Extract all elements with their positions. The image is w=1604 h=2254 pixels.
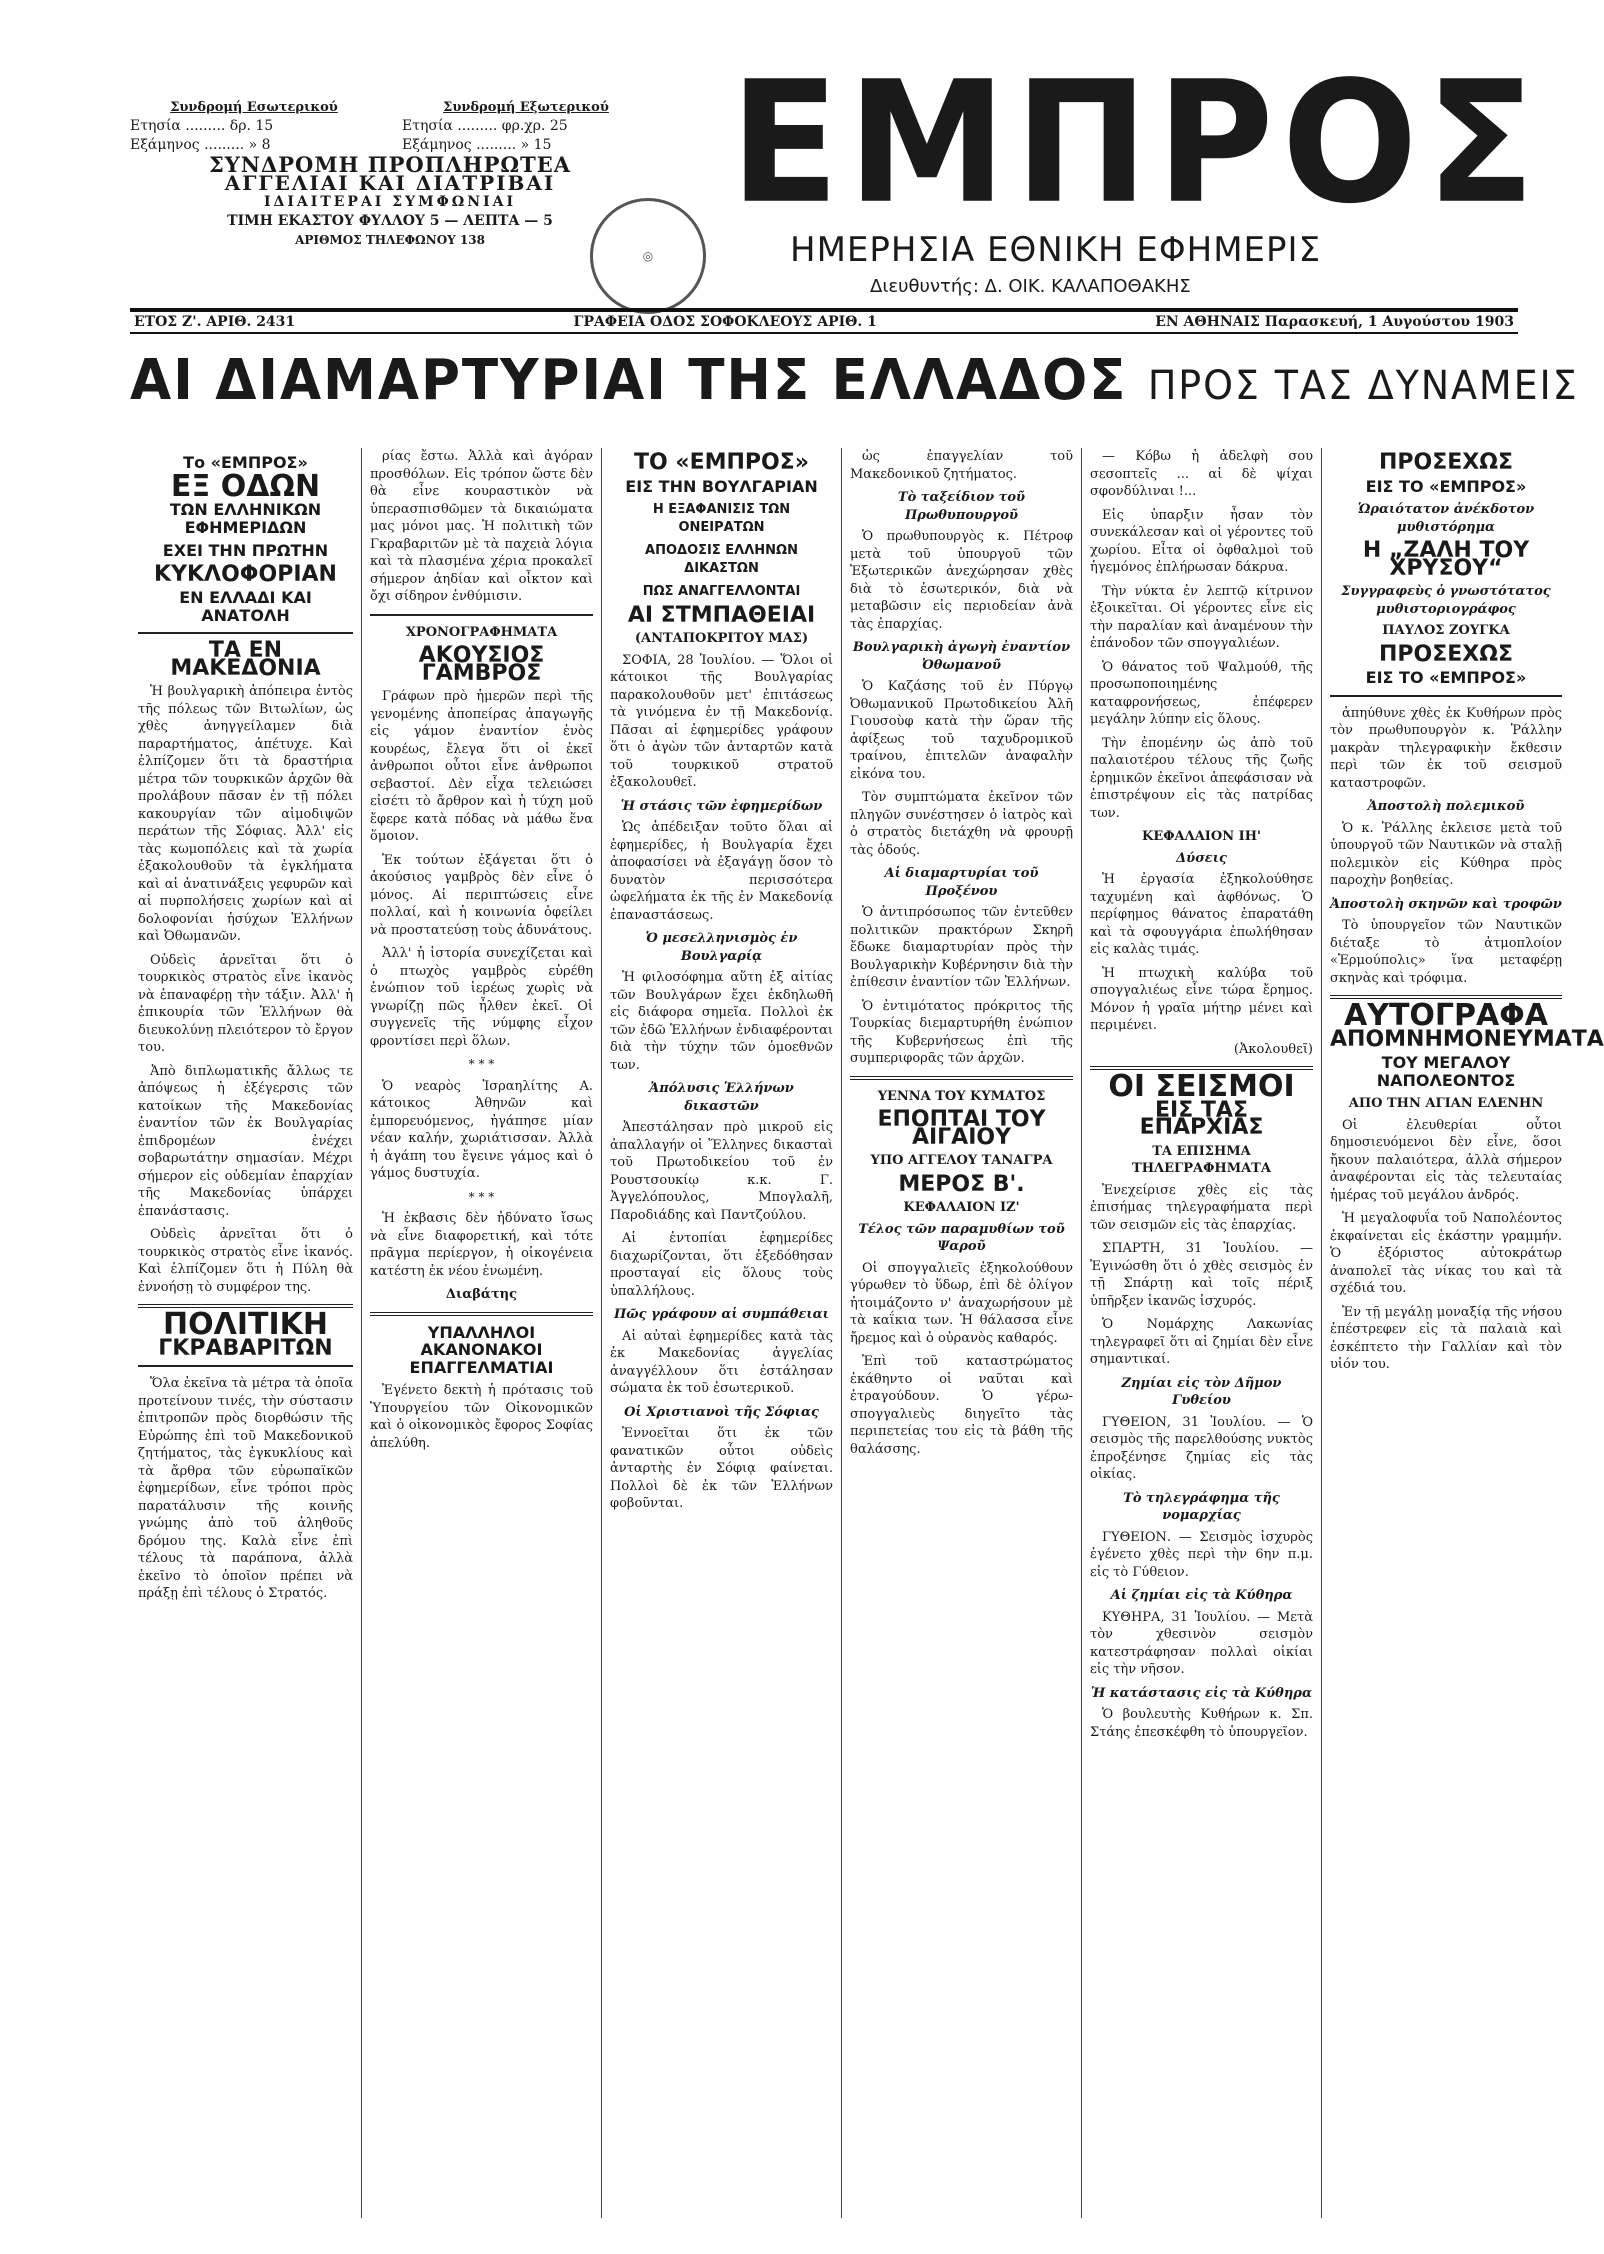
column-2: ρίας ἔστω. Ἀλλὰ καὶ ἀγόραν προσθόλων. Εἰς τρόπον ὥστε δὲν θὰ εἶνε κουραστικὸν νὰ ὑπερασπισθῶμεν τὰ δικαιώματα μας μόνοι μας. Ἡ πολιτικὴ τῶν Γκραβαριτῶν μὲ τὰ παχειὰ λόγια καὶ τὰ πλασμένα χέρια προκαλεῖ σήμερον ἀηδίαν καὶ οἶκτον καὶ ὄχι σίδηρον ἐνθύμισιν. ΧΡΟΝΟΓΡΑΦΗΜΑΤΑ ΑΚΟΥΣΙΟΣ ΓΑΜΒΡΟΣ Γράφων πρὸ ἡμερῶν περὶ τῆς γενομένης ἀποπείρας ἀπαγωγῆς εἰς γάμον ἐναντίον ἑνὸς κουρέως, ἔλεγα ὅτι οἱ ἐκεῖ ἀνθρωποι οὗτοι εἶνε ἀνθρωποι σεβαστοί. Δὲν εἶχα τελειώσει εἰσέτι τὸ ἄρθρον καὶ ἡ τύχη μοῦ ἔφερε κατὰ πόδας νὰ μάθω ἕνα ὅμοιον. Ἐκ τούτων ἐξάγεται ὅτι ὁ ἀκούσιος γαμβρὸς δὲν εἶνε ὁ μόνος. Αἱ περιπτώσεις εἶνε πολλαί, καὶ ἡ κοινωνία ὀφείλει νὰ προστατεύσῃ τοὺς ἀδυνάτους. Ἀλλ' ἡ ἱστορία συνεχίζεται καὶ ὁ πτωχὸς γαμβρὸς εὑρέθη ἐνώπιον τοῦ ἱερέως χωρὶς νὰ γνωρίζῃ πῶς ἦλθεν ἐκεῖ. Οἱ συγγενεῖς τῆς νύμφης εἶχον φροντίσει περὶ ὅλων. * * * Ὁ νεαρὸς Ἰσραηλίτης Α. κάτοικος Ἀθηνῶν καὶ ἐμπορευόμενος, ἠγάπησε μίαν νέαν καλήν, χωριάτισσαν. Ἀλλὰ ἡ ἀγάπη του ἔγεινε γάμος καὶ ὁ γάμος δυστυχία. * * * Ἡ ἐκβασις δὲν ἠδύνατο ἴσως νὰ εἶνε διαφορετική, καὶ τότε πρᾶγμα περίεργον, ἡ οἰκογένεια κατέστη ἐκ νέου ἑνωμένη. Διαβάτης ΥΠΑΛΛΗΛΟΙ ΑΚΑΝΟΝΑΚΟΙ ΕΠΑΓΓΕΛΜΑΤΙΑΙ Ἐγένετο δεκτὴ ἡ πρότασις τοῦ Ὑπουργείου τῶν Οἰκονομικῶν καὶ ὁ οἰκονομικὸς ἔφορος Σοφίας ἀπελύθη. xyxy=(362,448,602,2218)
col5-paragraph: ΓΥΘΕΙΟΝ, 31 Ἰουλίου. — Ὁ σεισμὸς τῆς παρελθούσης νυκτὸς ἐπροξένησε ζημίας εἰς τὰς οἰκίας. xyxy=(1090,1414,1313,1482)
dateline xyxy=(130,308,1518,334)
col6-paragraph: Ἐν τῇ μεγάλῃ μοναξίᾳ τῆς νήσου ἐπέστρεφεν εἰς τὰ παλαιὰ καὶ ἐσκέπτετο τὴν Γαλλίαν καὶ τὸν υἱόν του. xyxy=(1330,1304,1562,1372)
col3-subhead: Ἡ στάσις τῶν ἐφημερίδων xyxy=(620,798,823,814)
col6-paragraph: Τὸ ὑπουργεῖον τῶν Ναυτικῶν διέταξε τὸ ἀτμοπλοίον «Ἑρμούπολις» ἵνα μεταφέρῃ σκηνὰς καὶ τρόφιμα. xyxy=(1330,918,1562,986)
col6-paragraph: Ἡ μεγαλοφυΐα τοῦ Ναπολέοντος ἐκφαίνεται εἰς ἑκάστην γραμμήν. Ὁ ἐξόριστος αὐτοκράτωρ ἀναπολεῖ τὰς νίκας του καὶ τὰ σχέδιά του. xyxy=(1330,1211,1562,1296)
office-address: ΓΡΑΦΕΙΑ ΟΔΟΣ ΣΟΦΟΚΛΕΟΥΣ ΑΡΙΘ. 1 xyxy=(573,314,877,330)
col1-paragraph: Ἀπὸ διπλωματικῆς ἄλλως τε ἀπόψεως ἡ ἐξέγερσις τῶν κατοίκων τῆς Μακεδονίας ἐναντίον τῶν ἐκ Βουλγαρίας ἐπιδρομέων ἐνέχει σοβαρωτάτην σημασίαν. Μέχρι σήμερον εἰς οὐδεμίαν ἐπαρχίαν τῆς Μακεδονίας ὑπάρχει ἐπανάστασις. xyxy=(138,1063,353,1219)
col2-paragraph: ρίας ἔστω. Ἀλλὰ καὶ ἀγόραν προσθόλων. Εἰς τρόπον ὥστε δὲν θὰ εἶνε κουραστικὸν νὰ ὑπερασπισθῶμεν τὰ δικαιώματα μας μόνοι μας. Ἡ πολιτικὴ τῶν Γκραβαριτῶν μὲ τὰ παχειὰ λόγια καὶ τὰ πλασμένα χέρια προκαλεῖ σήμερον ἀηδίαν καὶ οἶκτον καὶ ὄχι σίδηρον ἐνθύμισιν. xyxy=(370,449,593,604)
abroad-half-price: Εξάμηνος ......... » 15 xyxy=(402,137,552,153)
col5-paragraph: Ὁ Νομάρχης Λακωνίας τηλεγραφεῖ ὅτι αἱ ζημίαι δὲν εἶνε σημαντικαί. xyxy=(1090,1317,1313,1367)
col4-feuilleton-title: ΕΠΟΠΤΑΙ ΤΟΥ ΑΙΓΑΙΟΥ xyxy=(877,1107,1046,1150)
col5-paragraph: Ὁ βουλευτὴς Κυθήρων κ. Σπ. Στάης ἐπεσκέφθη τὸ ὑπουργεῖον. xyxy=(1090,1707,1313,1740)
col2-paragraph: Ἐγένετο δεκτὴ ἡ πρότασις τοῦ Ὑπουργείου τῶν Οἰκονομικῶν καὶ ὁ οἰκονομικὸς ἔφορος Σοφίας ἀπελύθη. xyxy=(370,1383,593,1451)
col3-title-6: ΑΙ ΣΤΜΠΑΘΕΙΑΙ xyxy=(627,602,816,628)
director-line: Διευθυντής: Δ. ΟΙΚ. ΚΑΛΑΠΟΘΑΚΗΣ xyxy=(870,276,1191,297)
col6-notice-text: Ὡραιότατον ἀνέκδοτον μυθιστόρημα xyxy=(1357,502,1535,535)
col1-paragraph: Ἡ βουλγαρικὴ ἀπόπειρα ἐντὸς τῆς πόλεως τῶν Βιτωλίων, ὡς χθὲς ἀνηγγείλαμεν διὰ παραρτήματος, ἀπέτυχε. Καὶ ἐλπίζομεν ὅτι τὰ δραστήρια μέτρα τῶν τουρκικῶν ἀρχῶν θὰ προλάβουν πᾶσαν ἐν τῇ πόλει κακουργίαν τῶν αἱμοδιψῶν περάτων τῆς Σόφιας. Ἀλλ' εἰς τὰς κωμοπόλεις καὶ τὰ χωρία ἐξακολουθοῦν τὰ ἐγκλήματα καὶ αἱ ἀνατινάξεις γεφυρῶν καὶ αἱ πυρπολήσεις χωρίων καὶ αἱ δολοφονίαι ἡσύχων Ἑλλήνων καὶ Ὀθωμανῶν. xyxy=(138,684,353,944)
col1-heading-5: ΕΝ ΕΛΛΑΔΙ ΚΑΙ ΑΝΑΤΟΛΗ xyxy=(179,588,312,625)
col5-paragraph: — Κόβω ἡ ἀδελφὴ σου σεσοπτεῖς ... αἱ δὲ ψίχαι σφονδύλιναι !... xyxy=(1090,449,1313,499)
subscription-abroad-label: Συνδρομή Εξωτερικού xyxy=(443,100,609,115)
col5-continued: (Ἀκολουθεῖ) xyxy=(1233,1041,1313,1057)
column-3 xyxy=(602,448,842,2218)
col1-paragraph: Οὐδεὶς ἀρνεῖται ὅτι ὁ τουρκικὸς στρατὸς εἶνε ἱκανὸς νὰ ἐπαναφέρῃ τὴν τάξιν. Ἀλλ' ἡ ἐπικουρία τῶν Ἑλλήνων θὰ διευκολύνῃ πλειότερον τὸ ἔργον του. xyxy=(138,952,353,1055)
agreement-notice: ΙΔΙΑΙΤΕΡΑΙ ΣΥΜΦΩΝΙΑΙ xyxy=(263,194,517,210)
abroad-year-price: Ετησία ......... φρ.χρ. 25 xyxy=(402,118,568,134)
newspaper-title: ΕΜΠΡΟΣ xyxy=(730,44,1543,241)
col1-heading-3: ΕΧΕΙ ΤΗΝ ΠΡΩΤΗΝ xyxy=(162,541,329,560)
col6-memoirs: ΑΠΟΜΝΗΜΟΝΕΥΜΑΤΑ xyxy=(1330,1026,1604,1052)
phone-number: ΑΡΙΘΜΟΣ ΤΗΛΕΦΩΝΟΥ 138 xyxy=(295,233,485,247)
col4-paragraph: ὡς ἐπαγγελίαν τοῦ Μακεδονικοῦ ζητήματος. xyxy=(850,449,1073,482)
col3-title: ΤΟ «ΕΜΠΡΟΣ» xyxy=(634,450,809,475)
col3-paragraph: Αἱ αὐταὶ ἐφημερίδες κατὰ τὰς ἐκ Μακεδονίας ἀγγελίας ἀναγγέλλουν ὅτι ἐστάλησαν σώματα ἐκ τοῦ ἐσωτερικοῦ. xyxy=(610,1328,833,1396)
col3-subhead: Οἱ Χριστιανοὶ τῆς Σόφιας xyxy=(624,1404,819,1420)
col6-paragraph: Οἱ ἐλευθερίαι οὗτοι δημοσιευόμενοι δὲν εἶνε, ὅσοι ἤκουν παλαιότερα, ἀλλὰ σήμερον ἀναφέρονται εἰς τὰς τελευταίας ἡμέρας τοῦ μεγάλου ἀνδρός. xyxy=(1330,1117,1562,1203)
library-stamp: ◎ xyxy=(590,198,706,314)
newspaper-subtitle: ΗΜΕΡΗΣΙΑ ΕΘΝΙΚΗ ΕΦΗΜΕΡΙΣ xyxy=(790,230,1322,270)
col6-saint-helena: ΑΠΟ ΤΗΝ ΑΓΙΑΝ ΕΛΕΝΗΝ xyxy=(1348,1096,1544,1111)
col2-rubric: ΧΡΟΝΟΓΡΑΦΗΜΑΤΑ xyxy=(405,624,558,640)
col2-title: ΑΚΟΥΣΙΟΣ ΓΑΜΒΡΟΣ xyxy=(418,643,545,686)
col4-paragraph: Οἱ σπογγαλιεῖς ἐξηκολούθουν γύρωθεν τὸ ὕδωρ, ἐπὶ δὲ ὀλίγον ἠτοιμάζοντο ν' ἀναχωρήσουν μὲ τὰ καΐκια των. Ἡ θάλασσα εἶνε ἤρεμος καὶ ὁ οὐρανὸς καθαρός. xyxy=(850,1260,1073,1346)
issue-date: ΕΝ ΑΘΗΝΑΙΣ Παρασκευή, 1 Αυγούστου 1903 xyxy=(1155,314,1514,330)
col6-paragraph: Ὁ κ. Ῥάλλης ἐκλεισε μετὰ τοῦ ὑπουργοῦ τῶν Ναυτικῶν νὰ σταλῇ πολεμικὸν εἰς Κύθηρα πρὸς παροχὴν βοηθείας. xyxy=(1330,820,1562,888)
col1-heading-4: ΚΥΚΛΟΦΟΡΙΑΝ xyxy=(154,561,337,587)
col1-heading-1: ΕΞ ΟΔΩΝ xyxy=(170,468,321,504)
col5-paragraph: Ἐνεχείρισε χθὲς εἰς τὰς ἐπισήμας τηλεγραφήματα περὶ τῶν σεισμῶν εἰς τὰς ἐπαρχίας. xyxy=(1090,1182,1313,1233)
ads-notice: ΑΓΓΕΛΙΑΙ ΚΑΙ ΔΙΑΤΡΙΒΑΙ xyxy=(224,171,556,195)
col4-subhead: Αἱ διαμαρτυρίαι τοῦ Προξένου xyxy=(884,866,1039,899)
col3-subhead: Πῶς γράφουν αἱ συμπάθειαι xyxy=(614,1307,829,1322)
col2-paragraph: Ἡ ἐκβασις δὲν ἠδύνατο ἴσως νὰ εἶνε διαφορετική, καὶ τότε πρᾶγμα περίεργον, ἡ οἰκογένεια κατέστη ἐκ νέου ἑνωμένη. xyxy=(370,1211,593,1279)
col5-paragraph: Ὁ θάνατος τοῦ Ψαλμούθ, τῆς προσωποποιημένης καταφρονήσεως, ἐπέφερεν μεγάλην λύπην εἰς ὅλους. xyxy=(1090,659,1313,727)
col6-subhead: Ἀποστολὴ πολεμικοῦ xyxy=(1367,799,1525,814)
col3-title-2: ΕΙΣ ΤΗΝ ΒΟΥΛΓΑΡΙΑΝ xyxy=(625,476,818,496)
col5-paragraph: Ἡ ἐργασία ἐξηκολούθησε ταχυμένη καὶ ἀφθόνως. Ὁ περίφημος θάνατος ἐπαρατάθη καὶ τὰ σφουγγάρια ἐπωλήθησαν εἰς καλὰς τιμάς. xyxy=(1090,872,1313,957)
col4-paragraph: Ἐπὶ τοῦ καταστρώματος ἐκάθηντο οἱ ναῦται καὶ ἐτραγούδουν. Ὁ γέρω-σπογγαλιεὺς διηγεῖτο τὰς περιπετείας του εἰς τὰ βάθη τῆς θαλάσσης. xyxy=(850,1354,1073,1457)
col4-paragraph: Τὸν συμπτώματα ἐκεῖνον τῶν πληγῶν συνέστησεν ὁ ἰατρὸς καὶ ὁ στρατὸς διετάχθη νὰ φρουρῇ τὰς ὁδούς. xyxy=(850,790,1073,858)
col6-author-intro: Συγγραφεὺς ὁ γνωστότατος μυθιστοριογράφος xyxy=(1341,584,1551,617)
col3-subhead: Ὁ μεσελληνισμὸς ἐν Βουλγαρίᾳ xyxy=(645,931,798,964)
col5-paragraph: ΚΥΘΗΡΑ, 31 Ἰουλίου. — Μετὰ τὸν χθεσινὸν σεισμὸν κατεστράφησαν πολλαὶ οἰκίαι εἰς τὴν νῆσον. xyxy=(1090,1609,1313,1677)
col4-subhead: Τὸ ταξείδιον τοῦ Πρωθυπουργοῦ xyxy=(897,490,1026,523)
column-1 xyxy=(130,448,362,2218)
col4-feuilleton-chapter: ΚΕΦΑΛΑΙΟΝ ΙΖ' xyxy=(903,1200,1020,1215)
col4-feuilleton-label: ΥΕΝΝΑ ΤΟΥ ΚΥΜΑΤΟΣ xyxy=(877,1088,1046,1104)
col4-feuilleton-part: ΜΕΡΟΣ Β'. xyxy=(898,1171,1025,1197)
col1-heading-2: ΤΩΝ ΕΛΛΗΝΙΚΩΝ ΕΦΗΜΕΡΙΔΩΝ xyxy=(169,500,322,537)
col6-novel-title: Η „ΖΑΛΗ ΤΟΥ ΧΡΥΣΟΥ“ xyxy=(1362,538,1530,581)
newspaper-page xyxy=(30,18,1604,2218)
article-columns xyxy=(130,448,1604,2218)
headline-main: ΑΙ ΔΙΑΜΑΡΤΥΡΙΑΙ ΤΗΣ ΕΛΛΑΔΟΣ xyxy=(130,348,1128,413)
col2-paragraph: Γράφων πρὸ ἡμερῶν περὶ τῆς γενομένης ἀποπείρας ἀπαγωγῆς εἰς γάμον ἐναντίον ἑνὸς κουρέως, ἔλεγα ὅτι οἱ ἐκεῖ ἀνθρωποι οὗτοι εἶνε ἀνθρωποι σεβαστοί. Δὲν εἶχα τελειώσει εἰσέτι τὸ ἄρθρον καὶ ἡ τύχη μοῦ ἔφερε κατὰ πόδας νὰ μάθω ἕνα ὅμοιον. xyxy=(370,689,593,844)
col6-notice-3: ΠΡΟΣΕΧΩΣ xyxy=(1379,641,1513,667)
col4-paragraph: Ὁ Καζάσης τοῦ ἐν Πύργῳ Ὀθωμανικοῦ Πρωτοδικείου Ἀλῆ Γιουσοὺφ κατὰ τὴν ὥραν τῆς ἀφίξεως τοῦ ταχυδρομικοῦ τραίνου, ἐπιτελῶν ἀναφαλὴν εἰκόνα του. xyxy=(850,679,1073,782)
col6-napoleon: ΤΟΥ ΜΕΓΑΛΟΥ ΝΑΠΟΛΕΟΝΤΟΣ xyxy=(1376,1053,1516,1090)
col2-paragraph: Ἐκ τούτων ἐξάγεται ὅτι ὁ ἀκούσιος γαμβρὸς δὲν εἶνε ὁ μόνος. Αἱ περιπτώσεις εἶνε πολλαί, καὶ ἡ κοινωνία ὀφείλει νὰ προστατεύσῃ τοὺς ἀδυνάτους. xyxy=(370,852,593,938)
subscription-block xyxy=(130,98,650,250)
col1-section-gkravariton: ΓΚΡΑΒΑΡΙΤΩΝ xyxy=(158,1335,333,1361)
col5-paragraph: ΓΥΘΕΙΟΝ. — Σεισμὸς ἰσχυρὸς ἐγένετο χθὲς περὶ τὴν 6ην π.μ. εἰς τὸ Γύθειον. xyxy=(1090,1529,1313,1580)
masthead xyxy=(30,18,1570,333)
col5-section-telegrams: ΤΑ ΕΠΙΣΗΜΑ ΤΗΛΕΓΡΑΦΗΜΑΤΑ xyxy=(1132,1143,1271,1176)
col4-feuilleton-author: ΥΠΟ ΑΓΓΕΛΟΥ ΤΑΝΑΓΡΑ xyxy=(870,1153,1053,1168)
col3-paragraph: Αἱ ἐντοπίαι ἐφημερίδες διαχωρίζονται, ὅτι ἐξεδόθησαν προσταγαί εἰς ὅλους τοὺς ὑπαλλήλους. xyxy=(610,1231,833,1299)
col3-title-4: ΑΠΟΔΟΣΙΣ ΕΛΛΗΝΩΝ ΔΙΚΑΣΤΩΝ xyxy=(645,543,798,576)
col3-paragraph: Ἐννοεῖται ὅτι ἐκ τῶν φανατικῶν οὗτοι οὐδεὶς ἀνταρτὴς ἐν Σόφιᾳ φαίνεται. Πολλοὶ δὲ ἐκ τῶν Ἑλλήνων φοβοῦνται. xyxy=(610,1426,833,1511)
col3-correspondent: (ΑΝΤΑΠΟΚΡΙΤΟΥ ΜΑΣ) xyxy=(634,631,809,646)
col6-autographs: ΑΥΤΟΓΡΑΦΑ xyxy=(1344,998,1548,1033)
col5-chapter: ΚΕΦΑΛΑΙΟΝ ΙΗ' xyxy=(1142,829,1261,844)
col5-subhead: Αἱ ζημίαι εἰς τὰ Κύθηρα xyxy=(1110,1588,1293,1603)
col1-section-title: ΤΑ ΕΝ ΜΑΚΕΔΟΝΙΑ xyxy=(170,638,321,681)
headline-tail: ΠΡΟΣ ΤΑΣ ΔΥΝΑΜΕΙΣ xyxy=(1147,363,1579,409)
col5-paragraph: ΣΠΑΡΤΗ, 31 Ἰουλίου. — Ἐγινώσθη ὅτι ὁ χθὲς σεισμὸς ἐν τῇ Σπάρτῃ καὶ τοῖς πέριξ ὑπῆρξεν ἱκανῶς ἰσχυρός. xyxy=(1090,1241,1313,1309)
col2-paragraph: Ὁ νεαρὸς Ἰσραηλίτης Α. κάτοικος Ἀθηνῶν καὶ ἐμπορευόμενος, ἠγάπησε μίαν νέαν καλήν, χωριάτισσαν. Ἀλλὰ ἡ ἀγάπη του ἔγεινε γάμος καὶ ὁ γάμος δυστυχία. xyxy=(370,1078,593,1181)
col6-notice-4: ΕΙΣ ΤΟ «ΕΜΠΡΟΣ» xyxy=(1365,668,1527,687)
col3-paragraph: ΣΟΦΙΑ, 28 Ἰουλίου. — Ὅλοι οἱ κάτοικοι τῆς Βουλγαρίας παρακολουθοῦν μετ' ἐπιτάσεως τὰ γινόμενα ἐν τῇ Μακεδονίᾳ. Πᾶσαι αἱ ἐφημερίδες γράφουν ὅτι ὁ ἀγὼν τῶν ἀνταρτῶν κατὰ τοῦ τουρκικοῦ στρατοῦ ἐξακολουθεῖ. xyxy=(610,652,833,790)
col5-paragraph: Ἡ πτωχικὴ καλύβα τοῦ σπογγαλιέως εἶνε τώρα ἔρημος. Μόνον ἡ γραῖα μήτηρ μένει καὶ περιμένει. xyxy=(1090,965,1313,1033)
column-5 xyxy=(1082,448,1322,2218)
col1-paragraph: Ὅλα ἐκεῖνα τὰ μέτρα τὰ ὁποῖα προτείνουν τινές, τὴν σύστασιν ἐπιτροπῶν πρὸς διορθώσιν τῆς Εὐρώπης ἐπὶ τοῦ Μακεδονικοῦ ζητήματος, τὰς ἐγκυκλίους καὶ τὰ ἄρθρα τῶν εὐρωπαϊκῶν ἐφημερίδων, εἶνε τρόποι πρὸς παρατάλυσιν τῆς κοινῆς γνώμης ἀπὸ τοῦ ἀληθοῦς δρόμου της. Καλὰ εἶνε ἐπὶ τέλους τὰ παράπονα, ἀλλὰ ἐκεῖνο τὸ ὁποῖον πρέπει νὰ πράξῃ ἐπὶ τέλους ὁ Στρατός. xyxy=(138,1376,353,1601)
col5-section-earthquakes: ΟΙ ΣΕΙΣΜΟΙ xyxy=(1108,1069,1295,1104)
col4-paragraph: Ὁ πρωθυπουργὸς κ. Πέτροφ μετὰ τοῦ ὑπουργοῦ τῶν Ἐξωτερικῶν ἀνεχώρησαν χθὲς διὰ τὸ ἐσωτερικόν, διὰ νὰ μεταβῶσιν εἰς περιοδείαν ἀνὰ τὰς ἐπαρχίας. xyxy=(850,529,1073,632)
col1-section-politics: ΠΟΛΙΤΙΚΗ xyxy=(163,1307,328,1342)
prepaid-notice: ΣΥΝΔΡΟΜΗ ΠΡΟΠΛΗΡΩΤΕΑ xyxy=(208,152,572,177)
col5-subhead: Τὸ τηλεγράφημα τῆς νομαρχίας xyxy=(1123,1490,1280,1523)
price-notice: ΤΙΜΗ ΕΚΑΣΤΟΥ ΦΥΛΛΟΥ 5 — ΛΕΠΤΑ — 5 xyxy=(227,213,553,229)
domestic-half-price: Εξάμηνος ......... » 8 xyxy=(130,137,271,153)
col2-ad-title: ΥΠΑΛΛΗΛΟΙ ΑΚΑΝΟΝΑΚΟΙ ΕΠΑΓΓΕΛΜΑΤΙΑΙ xyxy=(409,1322,554,1377)
col5-paragraph: Τὴν ἐπομένην ὡς ἀπὸ τοῦ παλαιοτέρου τέλους τῆς ζωῆς ἐρημικῶν ἐκεῖνοι ἀπεφάσισαν νὰ ἐπιστρέψουν εἰς τὰς πατρίδας των. xyxy=(1090,735,1313,821)
col5-subhead: Ζημίαι εἰς τὸν Δῆμον Γυθείου xyxy=(1121,1375,1282,1408)
col5-paragraph: Εἰς ὑπαρξιν ἦσαν τὸν συνεκάλεσαν καὶ οἱ γέροντες τοῦ χωρίου. Εἶτα οἱ ὀφθαλμοὶ τοῦ ἡγεμόνος ἐπλήρωσαν δάκρυα. xyxy=(1090,507,1313,575)
col1-paragraph: Οὐδεὶς ἀρνεῖται ὅτι ὁ τουρκικὸς στρατὸς εἶνε ἱκανός. Καὶ ἐλπίζομεν ὅτι ἡ Πύλη θὰ ἐννοήσῃ τὸ συμφέρον της. xyxy=(138,1227,353,1295)
year-issue: ΕΤΟΣ Ζ'. ΑΡΙΘ. 2431 xyxy=(134,314,296,330)
main-headline xyxy=(130,348,1579,413)
col4-paragraph: Ὁ ἐντιμότατος πρόκριτος τῆς Τουρκίας διεμαρτυρήθη ἐνώπιον τῆς Κυβερνήσεως ἐπὶ τῆς συμπεριφορᾶς τῶν ἀρχῶν. xyxy=(850,998,1073,1066)
column-4 xyxy=(842,448,1082,2218)
col6-subhead: Ἀποστολὴ σκηνῶν καὶ τροφῶν xyxy=(1330,896,1562,912)
col3-title-5: ΠΩΣ ΑΝΑΓΓΕΛΛΟΝΤΑΙ xyxy=(642,584,801,599)
col6-author: ΠΑΥΛΟΣ ΖΟΥΓΚΑ xyxy=(1382,623,1510,638)
col3-subhead: Ἀπόλυσις Ἑλλήνων δικαστῶν xyxy=(649,1081,794,1114)
col4-paragraph: Ὁ ἀντιπρόσωπος τῶν ἐντεῦθεν πολιτικῶν πρακτόρων Σκηρῆ ἔδωκε διαμαρτυρίαν πρὸς τὴν Βουλγαρικὴν Κυβέρνησιν διὰ τὴν ἐπίθεσιν ἐναντίον τῶν Ἑλλήνων. xyxy=(850,905,1073,990)
col3-paragraph: Ὡς ἀπέδειξαν τοῦτο ὅλαι αἱ ἐφημερίδες, ἡ Βουλγαρία ἔχει ἀποφασίσει νὰ ἐξαγάγῃ ὅσον τὸ δυνατὸν περισσότερα ὠφελήματα ἐκ τῆς ἐν Μακεδονίᾳ ἐπαναστάσεως. xyxy=(610,820,833,923)
col3-paragraph: Ἀπεστάλησαν πρὸ μικροῦ εἰς ἀπαλλαγήν οἱ Ἕλληνες δικασταὶ τοῦ Πρωτοδικείου τοῦ ἐν Ρουστσουκίῳ κ.κ. Γ. Ἀγγελόπουλος, Μπογλαλῆ, Παροδιάδης καὶ Παντζούλου. xyxy=(610,1120,833,1223)
col1-kicker: Το «ΕΜΠΡΟΣ» xyxy=(183,453,308,472)
col4-subhead: Βουλγαρικὴ ἀγωγὴ ἐναντίον Ὀθωμανοῦ xyxy=(852,640,1071,673)
column-6 xyxy=(1322,448,1604,2218)
subscription-domestic-label: Συνδρομή Εσωτερικού xyxy=(170,100,338,115)
col2-paragraph: Ἀλλ' ἡ ἱστορία συνεχίζεται καὶ ὁ πτωχὸς γαμβρὸς εὑρέθη ἐνώπιον τοῦ ἱερέως χωρὶς νὰ γνωρίζῃ πῶς ἦλθεν ἐκεῖ. Οἱ συγγενεῖς τῆς νύμφης εἶχον φροντίσει περὶ ὅλων. xyxy=(370,946,593,1049)
col5-paragraph: Τὴν νύκτα ἐν λεπτῷ κίτρινον ἐξοικεῖται. Οἱ γέροντες εἶνε εἰς τὴν παραλίαν καὶ ἀναμένουν τὴν ἐπάνοδον τῶν σπογγαλιέων. xyxy=(1090,583,1313,651)
col2-signature: Διαβάτης xyxy=(445,1287,518,1302)
col6-paragraph: ἀπηύθυνε χθὲς ἐκ Κυθήρων πρὸς τὸν πρωθυπουργὸν κ. Ῥάλλην μακρὰν τηλεγραφικὴν ἔκθεσιν περὶ τῶν ἐκ τοῦ σεισμοῦ καταστροφῶν. xyxy=(1330,705,1562,791)
col6-notice-2: ΕΙΣ ΤΟ «ΕΜΠΡΟΣ» xyxy=(1365,476,1527,496)
col3-title-3: Η ΕΞΑΦΑΝΙΣΙΣ ΤΩΝ ΟΝΕΙΡΑΤΩΝ xyxy=(652,502,791,535)
col3-paragraph: Ἡ φιλοσόφημα αὕτη ἐξ αἰτίας τῶν Βουλγάρων ἔχει ἐκδηλωθῆ εἰς διάφορα σημεῖα. Πολλοὶ ἐκ τῶν ἐδῶ Ἑλλήνων ἐνδιαφέρονται διὰ τὴν τύχην τῶν ὁμοεθνῶν των. xyxy=(610,970,833,1073)
col5-subhead: Δύσεις xyxy=(1176,850,1227,866)
col5-subhead: Ἡ κατάστασις εἰς τὰ Κύθηρα xyxy=(1091,1685,1312,1701)
col4-subhead: Τέλος τῶν παραμυθίων τοῦ Ψαροῦ xyxy=(858,1221,1065,1254)
col5-section-provinces: ΕΙΣ ΤΑΣ ΕΠΑΡΧΙΑΣ xyxy=(1139,1097,1264,1140)
domestic-year-price: Ετησία ......... δρ. 15 xyxy=(130,118,274,134)
col6-notice-1: ΠΡΟΣΕΧΩΣ xyxy=(1379,450,1513,475)
